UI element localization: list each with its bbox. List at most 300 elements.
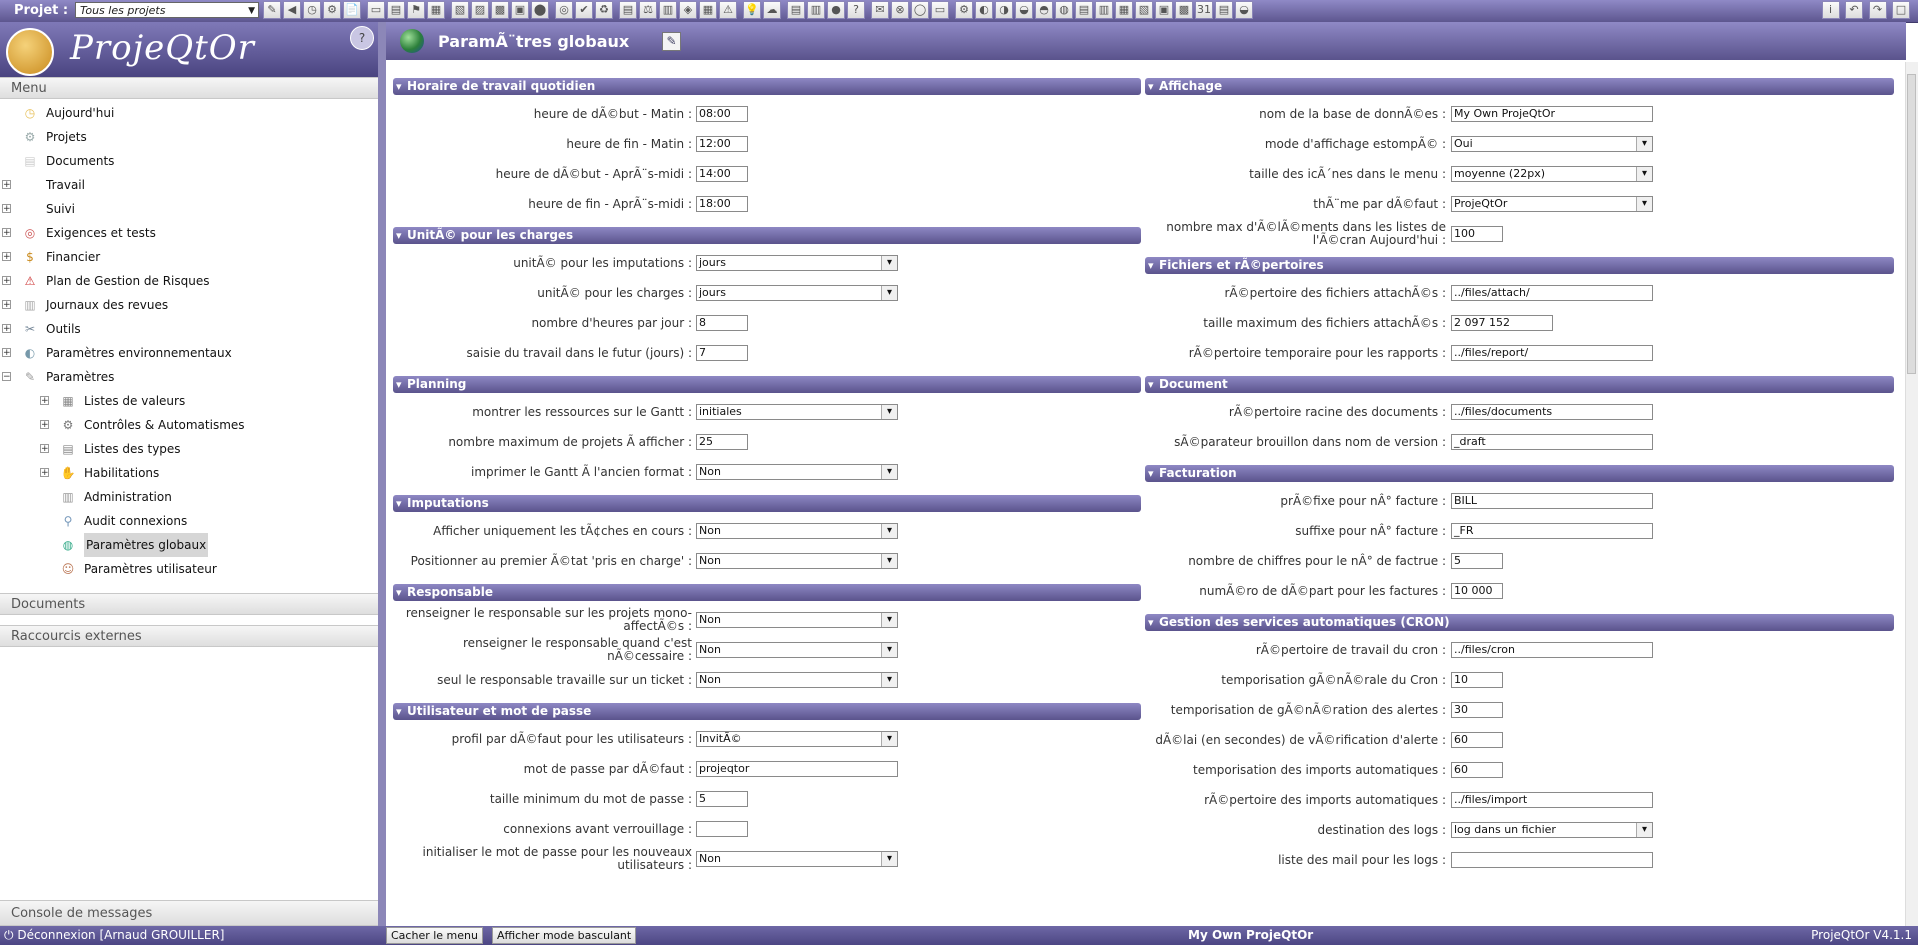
select-field[interactable]: moyenne (22px) ▾: [1451, 166, 1653, 182]
text-field[interactable]: 12:00: [696, 136, 748, 152]
external-shortcuts-header[interactable]: Raccourcis externes: [0, 625, 378, 647]
sidebar-item-label: Listes des types: [84, 442, 181, 456]
section-spacer: [393, 576, 1141, 584]
record-icon[interactable]: ⬤: [531, 1, 549, 19]
collapse-icon[interactable]: −: [3, 372, 11, 382]
user2-icon[interactable]: ◒: [1235, 1, 1253, 19]
sidebar-item-label: Plan de Gestion de Risques: [46, 274, 210, 288]
section-spacer: [1145, 457, 1894, 465]
sidebar-item[interactable]: [0, 149, 378, 173]
toolbar-right: [1822, 1, 1913, 19]
form-row: [393, 278, 1141, 308]
sidebar-item[interactable]: [0, 197, 378, 221]
redo-icon[interactable]: ↷: [1869, 1, 1887, 19]
form-row: [1145, 397, 1894, 427]
sidebar-item-label: Listes de valeurs: [84, 394, 186, 408]
app-version: ProjeQtOr V4.1.1: [1811, 928, 1912, 942]
table-icon[interactable]: ▧: [451, 1, 469, 19]
field-label: rÃ©pertoire de travail du cron :: [1255, 642, 1446, 657]
sidebar-item[interactable]: [0, 461, 378, 485]
select-field[interactable]: Non ▾: [696, 642, 898, 658]
section-spacer: [1145, 606, 1894, 614]
list-icon: ▦: [62, 394, 74, 408]
grid-icon[interactable]: ▦: [427, 1, 445, 19]
list-types-icon: ▤: [62, 442, 74, 456]
money-bag-icon: $: [26, 250, 34, 264]
toggle-mode-button[interactable]: Afficher mode basculant: [492, 927, 636, 944]
chevron-down-icon: ▼: [248, 6, 255, 16]
select-field[interactable]: ProjeQtOr ▾: [1451, 196, 1653, 212]
hide-menu-button[interactable]: Cacher le menu: [386, 927, 483, 944]
field-label: temporisation des imports automatiques :: [1193, 762, 1446, 777]
select-field[interactable]: jours ▾: [696, 255, 898, 271]
calendar-day-icon[interactable]: 31: [1195, 1, 1213, 19]
field-label: taille minimum du mot de passe :: [489, 791, 692, 806]
bill-icon[interactable]: ▣: [1155, 1, 1173, 19]
target-icon[interactable]: ◎: [555, 1, 573, 19]
sidebar-item-label: Paramètres globaux: [84, 533, 208, 557]
chart-icon[interactable]: ▨: [471, 1, 489, 19]
form-row: [1145, 815, 1894, 845]
form-row: [1145, 576, 1894, 606]
journal-icon: ▥: [24, 298, 36, 312]
text-field[interactable]: projeqtor: [696, 761, 898, 777]
edit-icon[interactable]: ✎: [662, 32, 681, 51]
sidebar-item-label: Paramètres environnementaux: [46, 346, 232, 360]
resource-icon[interactable]: ◍: [1055, 1, 1073, 19]
message-console-header[interactable]: Console de messages: [0, 900, 378, 926]
text-field[interactable]: My Own ProjeQtOr: [1451, 106, 1653, 122]
select-field[interactable]: Oui ▾: [1451, 136, 1653, 152]
form-row: [1145, 427, 1894, 457]
permissions-icon: ✋: [60, 466, 76, 480]
text-field[interactable]: 14:00: [696, 166, 748, 182]
logo-mascot-icon: [6, 28, 54, 76]
form-row: [1145, 695, 1894, 725]
text-field[interactable]: 5: [1451, 553, 1503, 569]
page-icon[interactable]: ▤: [619, 1, 637, 19]
section-header[interactable]: ▾ UnitÃ© pour les charges: [393, 227, 1141, 244]
field-label: liste des mail pour les logs :: [1278, 852, 1446, 867]
text-field[interactable]: ../files/report/: [1451, 345, 1653, 361]
box-icon[interactable]: ▭: [931, 1, 949, 19]
sidebar-item-label: Journaux des revues: [46, 298, 169, 312]
form-row: [393, 427, 1141, 457]
expand-icon[interactable]: +: [3, 324, 11, 334]
sidebar-item[interactable]: [0, 389, 378, 413]
sidebar-item[interactable]: [0, 317, 378, 341]
project-select[interactable]: [75, 2, 259, 18]
form-row: [393, 248, 1141, 278]
bubble-icon[interactable]: ◯: [911, 1, 929, 19]
bulb-icon[interactable]: 💡: [743, 1, 761, 19]
settings-icon[interactable]: ⚙: [955, 1, 973, 19]
section-header[interactable]: ▾ Facturation: [1145, 465, 1894, 482]
select-field[interactable]: Non ▾: [696, 523, 898, 539]
field-label: renseigner le responsable quand c'est nÃ©cessaire :: [463, 636, 692, 663]
field-label: nombre maximum de projets Ã afficher :: [448, 434, 692, 449]
cloud-icon[interactable]: ☁: [763, 1, 781, 19]
select-field[interactable]: InvitÃ© ▾: [696, 731, 898, 747]
text-field[interactable]: ../files/documents: [1451, 404, 1653, 420]
field-label: suffixe pour nÂ° facture :: [1295, 523, 1446, 538]
menu-header[interactable]: Menu: [0, 77, 378, 99]
select-field[interactable]: Non ▾: [696, 553, 898, 569]
field-label: nom de la base de donnÃ©es :: [1259, 106, 1446, 121]
menu-tree: [0, 101, 378, 581]
edit-icon[interactable]: ✎: [263, 1, 281, 19]
stop-icon[interactable]: ●: [827, 1, 845, 19]
undo-icon[interactable]: ↶: [1845, 1, 1863, 19]
report-icon[interactable]: ▣: [511, 1, 529, 19]
field-label: seul le responsable travaille sur un ticket :: [437, 672, 692, 687]
field-label: numÃ©ro de dÃ©part pour les factures :: [1199, 583, 1446, 598]
form-row: [393, 159, 1141, 189]
form-row: [393, 814, 1141, 844]
sidebar-item[interactable]: [0, 269, 378, 293]
mail-icon[interactable]: ✉: [871, 1, 889, 19]
form-row: [393, 784, 1141, 814]
text-field[interactable]: ../files/attach/: [1451, 285, 1653, 301]
contact-icon[interactable]: ◒: [1015, 1, 1033, 19]
info-icon[interactable]: i: [1822, 1, 1840, 19]
field-label: rÃ©pertoire racine des documents :: [1228, 404, 1446, 419]
form-row: [393, 605, 1141, 635]
sidebar-item-label: Travail: [46, 178, 85, 192]
page-title-bar: [386, 22, 1906, 60]
form-row: [393, 665, 1141, 695]
scrollbar-thumb[interactable]: [1907, 74, 1916, 374]
field-label: heure de fin - AprÃ¨s-midi :: [528, 196, 692, 211]
form-row: [1145, 159, 1894, 189]
form-row: [1145, 278, 1894, 308]
section-spacer: [1145, 875, 1894, 883]
form-row: [393, 844, 1141, 874]
field-label: taille maximum des fichiers attachÃ©s :: [1203, 315, 1446, 330]
sidebar-item[interactable]: [0, 485, 378, 509]
section-header[interactable]: ▾ Planning: [393, 376, 1141, 393]
logout-link[interactable]: [4, 926, 224, 945]
left-column: [393, 78, 1141, 882]
sidebar-item-label: Paramètres: [46, 370, 115, 384]
text-field[interactable]: 5: [696, 791, 748, 807]
tag-icon[interactable]: ▩: [1175, 1, 1193, 19]
issue-icon[interactable]: ▥: [807, 1, 825, 19]
diamond-icon[interactable]: ◈: [679, 1, 697, 19]
select-field[interactable]: Non ▾: [696, 672, 898, 688]
database-name: My Own ProjeQtOr: [1188, 928, 1314, 942]
field-label: renseigner le responsable sur les projets mono-affectÃ©s :: [405, 606, 692, 633]
document-icon[interactable]: 📄: [343, 1, 361, 19]
text-field[interactable]: 10 000: [1451, 583, 1503, 599]
fullscreen-icon[interactable]: □: [1892, 1, 1910, 19]
project-label: Projet :: [14, 3, 69, 18]
left-panel: [0, 22, 382, 926]
field-label: heure de dÃ©but - AprÃ¨s-midi :: [495, 166, 692, 181]
text-field[interactable]: 18:00: [696, 196, 748, 212]
sidebar-item[interactable]: [0, 341, 378, 365]
expand-icon[interactable]: +: [3, 180, 11, 190]
sidebar-item-label: Financier: [46, 250, 101, 264]
select-field[interactable]: initiales ▾: [696, 404, 898, 420]
check-icon[interactable]: ✔: [575, 1, 593, 19]
text-field[interactable]: 7: [696, 345, 748, 361]
form-row: [393, 189, 1141, 219]
global-parameters-form: [386, 62, 1906, 926]
form-row: [393, 516, 1141, 546]
field-label: initialiser le mot de passe pour les nouveaux utilisateurs :: [422, 845, 692, 872]
section-header[interactable]: ▾ Utilisateur et mot de passe: [393, 703, 1141, 720]
form-row: [1145, 785, 1894, 815]
field-label: heure de fin - Matin :: [566, 136, 692, 151]
sidebar-item[interactable]: [0, 413, 378, 437]
expand-icon[interactable]: +: [41, 396, 49, 406]
select-field[interactable]: Non ▾: [696, 464, 898, 480]
field-label: prÃ©fixe pour nÂ° facture :: [1280, 493, 1446, 508]
balance-icon[interactable]: ⚖: [639, 1, 657, 19]
toolbar-icons: [263, 1, 1255, 21]
form-row: [393, 724, 1141, 754]
field-label: taille des icÃ´nes dans le menu :: [1249, 166, 1446, 181]
section-spacer: [1145, 368, 1894, 376]
sidebar-item[interactable]: [0, 173, 378, 197]
sidebar-item[interactable]: [0, 509, 378, 533]
expand-icon[interactable]: +: [3, 300, 11, 310]
document-icon: ▤: [24, 154, 36, 168]
section-header[interactable]: ▾ Imputations: [393, 495, 1141, 512]
text-field[interactable]: ../files/cron: [1451, 642, 1653, 658]
folder-icon[interactable]: ▥: [1095, 1, 1113, 19]
expand-icon[interactable]: +: [41, 444, 49, 454]
section-header[interactable]: ▾ Fichiers et rÃ©pertoires: [1145, 257, 1894, 274]
sidebar-item[interactable]: [0, 221, 378, 245]
select-field[interactable]: Non ▾: [696, 851, 898, 867]
field-label: unitÃ© pour les imputations :: [513, 255, 692, 270]
form-row: [1145, 308, 1894, 338]
sidebar-item-label: Paramètres utilisateur: [84, 562, 217, 576]
form-row: [1145, 635, 1894, 665]
sidebar-item[interactable]: [0, 557, 378, 581]
field-label: unitÃ© pour les charges :: [537, 285, 692, 300]
environment-icon: ◐: [24, 346, 36, 360]
section-spacer: [393, 695, 1141, 703]
select-field[interactable]: Non ▾: [696, 612, 898, 628]
flag-icon[interactable]: ⚑: [407, 1, 425, 19]
form-row: [1145, 338, 1894, 368]
sidebar-item[interactable]: [0, 293, 378, 317]
form-row: [1145, 516, 1894, 546]
about-icon[interactable]: ?: [350, 26, 374, 50]
form-row: [393, 308, 1141, 338]
text-field[interactable]: 25: [696, 434, 748, 450]
catalog-icon[interactable]: ▤: [1075, 1, 1093, 19]
expand-icon[interactable]: +: [3, 276, 11, 286]
calendar-icon[interactable]: ▦: [699, 1, 717, 19]
field-label: imprimer le Gantt Ã l'ancien format :: [471, 464, 692, 479]
section-header[interactable]: ▾ Responsable: [393, 584, 1141, 601]
field-label: rÃ©pertoire des fichiers attachÃ©s :: [1224, 285, 1446, 300]
block-icon[interactable]: ⊗: [891, 1, 909, 19]
sidebar-item-label: Administration: [84, 490, 172, 504]
sidebar-item[interactable]: [0, 245, 378, 269]
field-label: connexions avant verrouillage :: [503, 821, 692, 836]
back-icon[interactable]: ◀: [283, 1, 301, 19]
logo-text: ProjeQtOr: [70, 28, 255, 68]
field-label: temporisation de gÃ©nÃ©ration des alertes :: [1170, 702, 1446, 717]
automation-icon: ⚙: [62, 418, 74, 432]
sidebar-item-label: Contrôles & Automatismes: [84, 418, 245, 432]
form-row: [1145, 546, 1894, 576]
expand-icon[interactable]: +: [41, 420, 49, 430]
text-field[interactable]: [1451, 852, 1653, 868]
field-label: saisie du travail dans le futur (jours) :: [466, 345, 692, 360]
sidebar-item-label: Exigences et tests: [46, 226, 156, 240]
logout-label: Déconnexion [Arnaud GROUILLER]: [17, 928, 225, 942]
expand-icon[interactable]: +: [41, 468, 49, 478]
field-label: sÃ©parateur brouillon dans nom de version :: [1174, 434, 1446, 449]
form-row: [393, 546, 1141, 576]
form-row: [1145, 665, 1894, 695]
text-field[interactable]: ../files/import: [1451, 792, 1653, 808]
recycle-icon[interactable]: ♻: [595, 1, 613, 19]
section-header[interactable]: ▾ Gestion des services automatiques (CRON): [1145, 614, 1894, 631]
form-row: [393, 99, 1141, 129]
logo-bar: [0, 22, 378, 77]
sidebar-item-label: Projets: [46, 130, 87, 144]
page-title: ParamÃ¨tres globaux: [438, 32, 630, 51]
logout-icon: ⏻: [4, 928, 14, 942]
text-field[interactable]: 10: [1451, 672, 1503, 688]
field-label: nombre de chiffres pour le nÂ° de factrue :: [1188, 553, 1446, 568]
form-row: [1145, 755, 1894, 785]
text-field[interactable]: 100: [1451, 226, 1503, 242]
sidebar-item[interactable]: [0, 365, 378, 389]
clock-icon: ◷: [24, 106, 36, 120]
expand-icon[interactable]: +: [3, 348, 11, 358]
clock-icon[interactable]: ◷: [303, 1, 321, 19]
warning-icon[interactable]: ⚠: [719, 1, 737, 19]
text-field[interactable]: BILL: [1451, 493, 1653, 509]
gear-icon: ⚙: [24, 130, 36, 144]
sidebar-item[interactable]: [0, 437, 378, 461]
field-label: Positionner au premier Ã©tat 'pris en charge' :: [410, 553, 692, 568]
field-label: profil par dÃ©faut pour les utilisateurs :: [451, 731, 692, 746]
right-column: [1145, 78, 1894, 883]
gear-icon[interactable]: ⚙: [323, 1, 341, 19]
team-icon[interactable]: ◑: [995, 1, 1013, 19]
text-field[interactable]: 2 097 152: [1451, 315, 1553, 331]
field-label: mot de passe par dÃ©faut :: [523, 761, 692, 776]
form-row: [393, 457, 1141, 487]
target-icon: ◎: [24, 226, 36, 240]
list-icon[interactable]: ▤: [387, 1, 405, 19]
status-footer: [0, 926, 1918, 945]
top-toolbar: [0, 0, 1918, 23]
sidebar-item-label: Aujourd'hui: [46, 106, 115, 120]
form-row: [1145, 219, 1894, 249]
field-label: temporisation gÃ©nÃ©rale du Cron :: [1221, 672, 1446, 687]
tools-icon: ✂: [24, 322, 36, 336]
bar-icon[interactable]: ▩: [491, 1, 509, 19]
form-row: [393, 635, 1141, 665]
sidebar-item-label: Outils: [46, 322, 81, 336]
section-spacer: [393, 368, 1141, 376]
text-field[interactable]: 30: [1451, 702, 1503, 718]
sidebar-item[interactable]: [0, 125, 378, 149]
text-field[interactable]: 8: [696, 315, 748, 331]
section-header[interactable]: ▾ Horaire de travail quotidien: [393, 78, 1141, 95]
help-icon[interactable]: ?: [847, 1, 865, 19]
form-row: [1145, 725, 1894, 755]
database-icon: ▥: [62, 490, 74, 504]
field-label: nombre max d'Ã©lÃ©ments dans les listes de l'Ã©cran Aujourd'hui :: [1166, 220, 1446, 247]
field-label: montrer les ressources sur le Gantt :: [472, 404, 692, 419]
sidebar-item-label: Habilitations: [84, 466, 160, 480]
user-settings-icon: ☺: [61, 562, 75, 576]
form-row: [1145, 129, 1894, 159]
select-field[interactable]: log dans un fichier ▾: [1451, 822, 1653, 838]
text-field[interactable]: [696, 821, 748, 837]
files-icon[interactable]: ▤: [1215, 1, 1233, 19]
field-label: rÃ©pertoire des imports automatiques :: [1204, 792, 1446, 807]
box2-icon[interactable]: ▧: [1135, 1, 1153, 19]
form-row: [393, 397, 1141, 427]
sidebar-item[interactable]: [0, 101, 378, 125]
field-label: nombre d'heures par jour :: [531, 315, 692, 330]
form-row: [393, 338, 1141, 368]
sidebar-item-label: Audit connexions: [84, 514, 188, 528]
text-field[interactable]: _FR: [1451, 523, 1653, 539]
archive-icon[interactable]: ▦: [1115, 1, 1133, 19]
expand-icon[interactable]: +: [3, 204, 11, 214]
wrench-icon: ✎: [24, 370, 36, 384]
field-label: heure de dÃ©but - Matin :: [533, 106, 692, 121]
documents-header[interactable]: Documents: [0, 593, 378, 615]
section-header[interactable]: ▾ Affichage: [1145, 78, 1894, 95]
user-icon[interactable]: ◐: [975, 1, 993, 19]
project-select-value: Tous les projets: [80, 4, 166, 17]
select-field[interactable]: jours ▾: [696, 285, 898, 301]
field-label: Afficher uniquement les tÃ¢ches en cours :: [433, 523, 692, 538]
field-label: thÃ¨me par dÃ©faut :: [1313, 196, 1446, 211]
text-field[interactable]: 60: [1451, 732, 1503, 748]
sheet-icon[interactable]: ▥: [659, 1, 677, 19]
warning-icon: ⚠: [24, 274, 36, 288]
form-row: [1145, 99, 1894, 129]
notes-icon[interactable]: ▤: [787, 1, 805, 19]
section-spacer: [393, 487, 1141, 495]
section-header[interactable]: ▾ Document: [1145, 376, 1894, 393]
text-field[interactable]: _draft: [1451, 434, 1653, 450]
section-spacer: [393, 219, 1141, 227]
profile-icon[interactable]: ◓: [1035, 1, 1053, 19]
text-field[interactable]: 08:00: [696, 106, 748, 122]
audit-icon: ⚲: [63, 514, 73, 528]
sidebar-item-label: Documents: [46, 154, 115, 168]
sidebar-item[interactable]: [0, 533, 378, 557]
text-field[interactable]: 60: [1451, 762, 1503, 778]
section-spacer: [1145, 249, 1894, 257]
expand-icon[interactable]: +: [3, 252, 11, 262]
field-label: dÃ©lai (en secondes) de vÃ©rification d'alerte :: [1155, 732, 1446, 747]
form-row: [393, 754, 1141, 784]
field-label: destination des logs :: [1317, 822, 1446, 837]
item-icon[interactable]: ▭: [367, 1, 385, 19]
expand-icon[interactable]: +: [3, 228, 11, 238]
form-row: [1145, 189, 1894, 219]
vertical-scrollbar[interactable]: [1905, 62, 1918, 926]
field-label: mode d'affichage estompÃ© :: [1264, 136, 1446, 151]
